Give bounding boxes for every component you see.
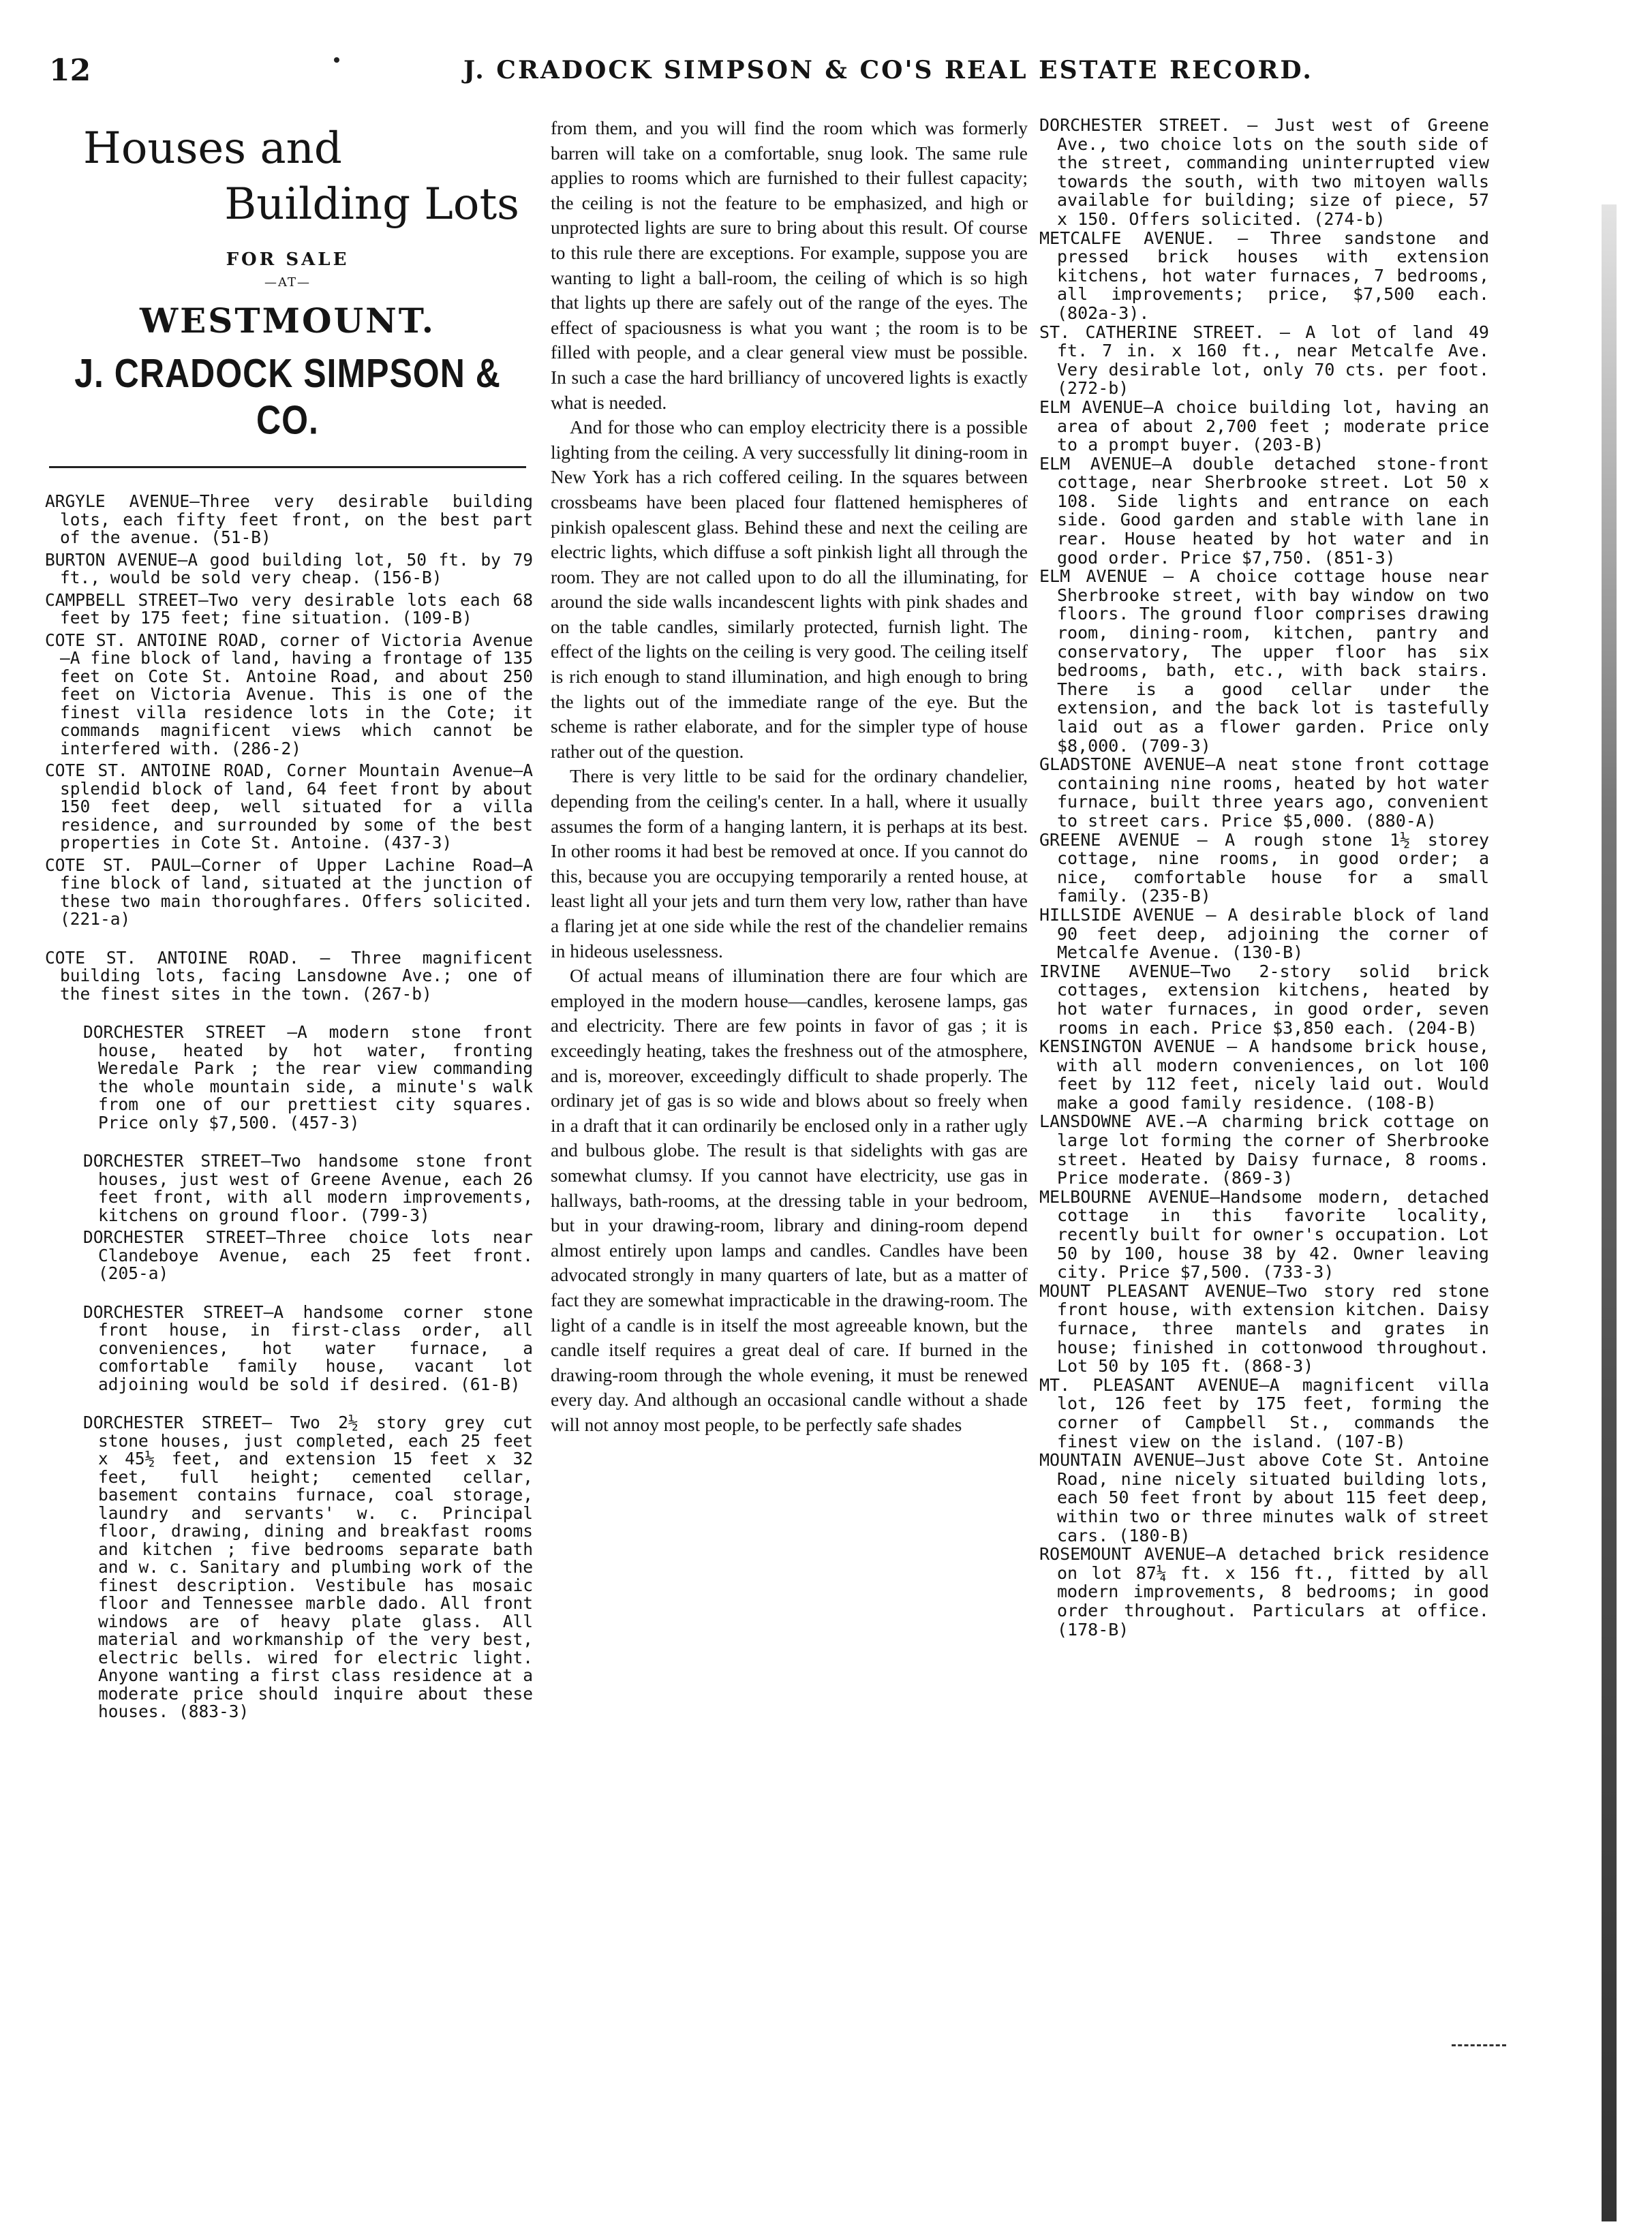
binding-edge-shadow: [1602, 204, 1617, 2221]
advert-firm: J. CRADOCK SIMPSON & CO.: [74, 350, 501, 443]
running-head: J. CRADOCK SIMPSON & CO'S REAL ESTATE RECORD.: [463, 56, 1313, 84]
listing-item: COTE ST. ANTOINE ROAD, Corner Mountain Avenue—A splendid block of land, 64 feet front by about 150 feet deep, well situated for a villa residence, and surrounded by some of the best properties in Cote St. Antoine. (437-3): [45, 760, 533, 852]
listing-item: DORCHESTER STREET. — Just west of Greene Ave., two choice lots on the south side of the street, commanding uninterrupted view towards the south, with two mitoyen walls available for building; size of piece, 57 x 150. Offers solicited. (274-b): [1039, 116, 1489, 229]
advert-heading-line2: Building Lots: [224, 179, 519, 230]
essay-paragraph: And for those who can employ electricity there is a possible lighting from the ceiling. A very successfully lit dining-room in New York has a rich coffered ceiling. In the squares between crossbeams have been placed four flattened hemispheres of pinkish opalescent glass. Behind these and next the ceiling are electric lights, which diffuse a soft pinkish light all through the room. They are not called upon to do all the illuminating, for around the side walls incandescent lights with pink shades and on the table candles, similarly protected, furnish light. The effect of the lights on the ceiling is very good. The ceiling itself is rich enough to stand illumination, and high enough to bring the lights out of the immediate range of the eye. But the scheme is rather elaborate, and for the simpler type of house rather out of the question.: [551, 416, 1028, 762]
ink-speck: [334, 57, 339, 63]
left-column: [42, 116, 533, 2215]
listing-item: KENSINGTON AVENUE — A handsome brick house, with all modern conveniences, on lot 100 feet by 112 feet, nicely laid out. Would make a good family residence. (108-B): [1039, 1036, 1489, 1113]
listing-item: DORCHESTER STREET —A modern stone front house, heated by hot water, fronting Weredale Park ; the rear view commanding the whole mountain side, a minute's walk from one of our prettiest city squares. Price only $7,500. (457-3): [83, 1022, 533, 1133]
listing-item: GLADSTONE AVENUE—A neat stone front cottage containing nine rooms, heated by hot water furnace, built three years ago, convenient to street cars. Price $5,000. (880-A): [1039, 754, 1489, 831]
essay-paragraph: from them, and you will find the room which was formerly barren will take on a comfortable, snug look. The same rule applies to rooms which are furnished to their fullest capacity; the ceiling is not the feature to be emphasized, and high or unprotected lights are sure to bring about this result. Of course to this rule there are exceptions. For example, suppose you are wanting to light a ball-room, the ceiling of which is so high that lights up there are safely out of the range of the eyes. The effect of spaciousness is what you want ; the room is to be filled with people, and a clear general view must be possible. In such a case the hard brilliancy of uncovered lights is exactly what is needed.: [551, 117, 1028, 413]
page-number: 12: [49, 53, 91, 88]
listing-item: MOUNT PLEASANT AVENUE—Two story red stone front house, with extension kitchen. Daisy furnace, three mantels and grates in house; finished in cottonwood throughout. Lot 50 by 105 ft. (868-3): [1039, 1280, 1489, 1376]
listing-item: GREENE AVENUE — A rough stone 1½ storey cottage, nine rooms, in good order; a nice, comfortable house for a small family. (235-B): [1039, 829, 1489, 906]
advert-at: —AT—: [264, 275, 311, 290]
listing-item: DORCHESTER STREET—A handsome corner stone front house, in first-class order, all conveniences, hot water furnace, a comfortable family house, vacant lot adjoining would be sold if desired. (61-B): [83, 1302, 533, 1394]
listing-item: MOUNTAIN AVENUE—Just above Cote St. Antoine Road, nine nicely situated building lots, each 50 feet front by about 115 feet deep, within two or three minutes walk of street cars. (180-B): [1039, 1450, 1489, 1545]
listing-item: ELM AVENUE—A double detached stone-front cottage, near Sherbrooke street. Lot 50 x 108. Side lights and entrance on each side. Good garden and stable with lane in rear. House heated by hot water and in good order. Price $7,750. (851-3): [1039, 453, 1489, 568]
listing-item: HILLSIDE AVENUE — A desirable block of land 90 feet deep, adjoining the corner of Metcalfe Avenue. (130-B): [1039, 904, 1489, 963]
listing-item: DORCHESTER STREET—Two handsome stone front houses, just west of Greene Avenue, each 26 feet front, with all modern improvements, kitchens on ground floor. (799-3): [83, 1151, 533, 1225]
listing-item: METCALFE AVENUE. — Three sandstone and pressed brick houses with extension kitchens, hot water furnaces, 7 bedrooms, all improvements; price, $7,500 each. (802a-3).: [1039, 228, 1489, 323]
listing-item: DORCHESTER STREET— Two 2½ story grey cut stone houses, just completed, each 25 feet x 45½ feet, and extension 15 feet x 32 feet, full height; cemented cellar, basement contains furnace, coal storage, laundry and servants' w. c. Principal floor, drawing, dining and breakfast rooms and kitchen ; five bedrooms separate bath and w. c. Sanitary and plumbing work of the finest description. Vestibule has mosaic floor and Tennessee marble dado. All front windows are of heavy plate glass. All material and workmanship of the very best, electric bells. wired for electric light. Anyone wanting a first class residence at a moderate price should inquire about these houses. (883-3): [83, 1413, 533, 1721]
listing-item: COTE ST. ANTOINE ROAD, corner of Victoria Avenue—A fine block of land, having a frontage of 135 feet on Cote St. Antoine Road, and about 250 feet on Victoria Avenue. This is one of the finest villa residence lots in the Cote; it commands magnificent views which cannot be interfered with. (286-2): [45, 630, 533, 758]
advert-place: WESTMOUNT.: [140, 301, 435, 341]
essay-paragraph: There is very little to be said for the ordinary chandelier, depending from the ceiling's center. In a hall, where it usually assumes the form of a hanging lantern, it is perhaps at its best. In other rooms it had best be removed at once. If you cannot do this, because you are occupying temporarily a rented house, at least light all your jets and turn them very low, rather than have a flaring jet at one side while the rest of the chandelier remains in hideous uselessness.: [551, 765, 1028, 961]
listing-item: BURTON AVENUE—A good building lot, 50 ft. by 79 ft., would be sold very cheap. (156-B): [45, 549, 533, 587]
listing-item: IRVINE AVENUE—Two 2-story solid brick cottages, extension kitchens, heated by hot water furnaces, in good order, seven rooms in each. Price $3,850 each. (204-B): [1039, 961, 1489, 1038]
advert-divider: [49, 466, 526, 468]
essay-column: [551, 116, 1028, 2215]
advert-for-sale: FOR SALE: [226, 249, 350, 270]
advert-heading-line1: Houses and: [83, 123, 342, 174]
listing-item: ST. CATHERINE STREET. — A lot of land 49 ft. 7 in. x 160 ft., near Metcalfe Ave. Very desirable lot, only 70 cts. per foot. (272-b): [1039, 322, 1489, 399]
left-listings: [42, 493, 533, 1721]
listing-item: LANSDOWNE AVE.—A charming brick cottage on large lot forming the corner of Sherbrooke street. Heated by Daisy furnace, 8 rooms. Price moderate. (869-3): [1039, 1111, 1489, 1188]
listing-item: DORCHESTER STREET—Three choice lots near Clandeboye Avenue, each 25 feet front. (205-a): [83, 1227, 533, 1283]
listing-item: ELM AVENUE — A choice cottage house near Sherbrooke street, with bay window on two floors. The ground floor comprises drawing room, dining-room, kitchen, pantry and conservatory, The upper floor has six bedrooms, bath, etc., with back stairs. There is a good cellar under the extension, and the back lot is tastefully laid out as a flower garden. Price only $8,000. (709-3): [1039, 566, 1489, 756]
advert-block: [42, 123, 533, 443]
listing-item: COTE ST. PAUL—Corner of Upper Lachine Road—A fine block of land, situated at the junction of these two main thoroughfares. Offers solicited. (221-a): [45, 855, 533, 929]
listing-item: MT. PLEASANT AVENUE—A magnificent villa lot, 126 feet by 175 feet, forming the corner of Campbell St., commands the finest view on the island. (107-B): [1039, 1374, 1489, 1451]
essay-paragraph: Of actual means of illumination there are four which are employed in the modern house—candles, kerosene lamps, gas and electricity. There are few points in favor of gas ; it is exceedingly heating, takes the freshness out of the atmosphere, and is, moreover, exceedingly difficult to shade properly. The ordinary jet of gas is so wide and blows about so freely when in a draft that it can ordinarily be enclosed only in a rather ugly and bulbous globe. The result is that sidelights with gas are somewhat clumsy. If you cannot have electricity, use gas in hallways, bath-rooms, at the dressing table in your bedroom, but in your drawing-room, library and dining-room depend almost entirely upon lamps and candles. Candles have been advocated strongly in many quarters of late, but as a matter of fact they are somewhat impracticable in the drawing-room. The light of a candle is in itself the most agreeable known, but the candle itself requires a great deal of care. If burned in the drawing-room through the whole evening, it must be renewed every day. And although an occasional candle without a shade will not annoy most people, to be perfectly safe shades: [551, 965, 1028, 1435]
listing-item: ROSEMOUNT AVENUE—A detached brick residence on lot 87¼ ft. x 156 ft., fitted by all modern improvements, 8 bedrooms; in good order throughout. Particulars at office. (178-B): [1039, 1544, 1489, 1640]
end-dash: [1452, 2044, 1506, 2046]
listing-item: CAMPBELL STREET—Two very desirable lots each 68 feet by 175 feet; fine situation. (109-B): [45, 589, 533, 628]
listing-item: ELM AVENUE—A choice building lot, having an area of about 2,700 feet ; moderate price to a prompt buyer. (203-B): [1039, 397, 1489, 455]
right-column: [1039, 116, 1489, 2215]
listing-item: MELBOURNE AVENUE—Handsome modern, detached cottage in this favorite locality, recently built for owner's occupation. Lot 50 by 100, house 38 by 42. Owner leaving city. Price $7,500. (733-3): [1039, 1186, 1489, 1282]
listing-item: ARGYLE AVENUE—Three very desirable building lots, each fifty feet front, on the best part of the avenue. (51-B): [45, 491, 533, 547]
listing-item: COTE ST. ANTOINE ROAD. — Three magnificent building lots, facing Lansdowne Ave.; one of the finest sites in the town. (267-b): [45, 947, 533, 1004]
